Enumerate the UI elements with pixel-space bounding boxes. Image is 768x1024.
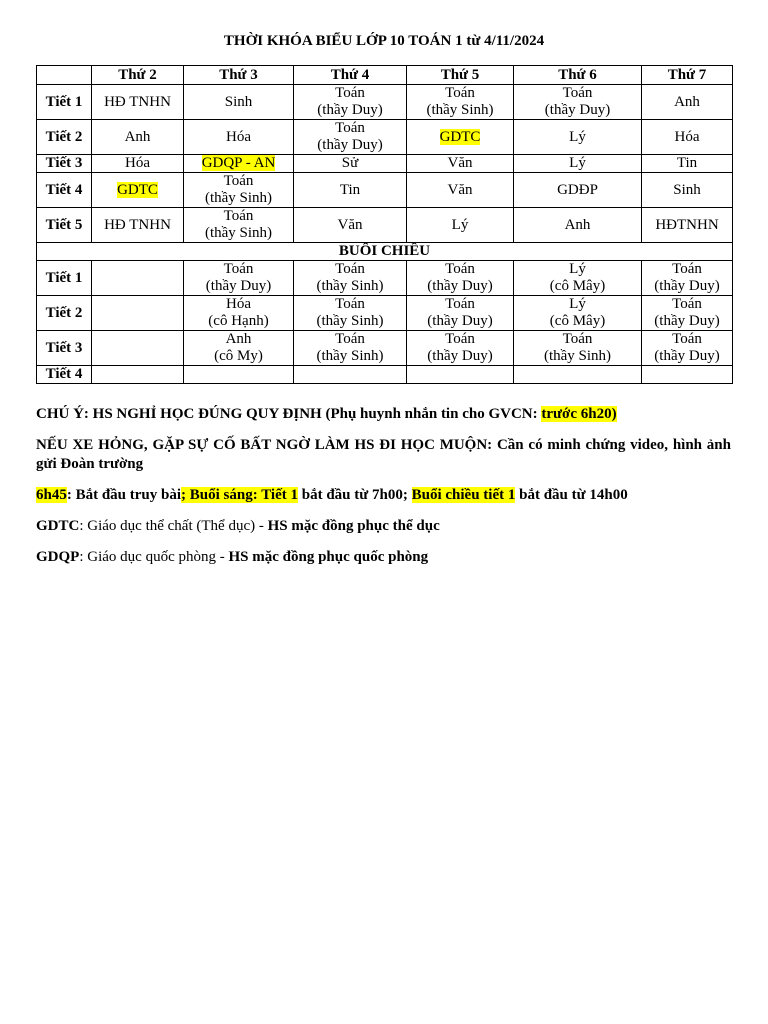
schedule-cell	[184, 85, 294, 120]
teacher: (thầy Duy)	[205, 278, 272, 294]
teacher: (thầy Sinh)	[316, 348, 384, 364]
schedule-cell	[407, 366, 514, 384]
table-row	[37, 173, 733, 208]
schedule-cell	[294, 155, 407, 173]
subject: Toán	[672, 331, 702, 347]
schedule-cell	[407, 296, 514, 331]
table-row	[37, 85, 733, 120]
schedule-cell	[294, 120, 407, 155]
subject: Sinh	[224, 93, 253, 110]
schedule-cell	[407, 120, 514, 155]
schedule-cell	[514, 208, 642, 243]
schedule-cell	[514, 173, 642, 208]
schedule-cell	[294, 331, 407, 366]
teacher: (thầy Duy)	[654, 348, 720, 364]
schedule-cell	[642, 331, 733, 366]
note-morning-start: ; Buổi sáng: Tiết 1	[181, 487, 298, 503]
teacher: (thầy Duy)	[317, 102, 383, 118]
schedule-cell	[92, 155, 184, 173]
afternoon-label: BUỔI CHIỀU	[37, 243, 733, 261]
period-label: Tiết 2	[37, 120, 92, 155]
teacher: (thầy Sinh)	[204, 190, 273, 206]
note-afternoon-start: Buổi chiều tiết 1	[411, 487, 516, 503]
schedule-cell	[92, 331, 184, 366]
teacher: (thầy Sinh)	[543, 348, 612, 364]
subject: Toán	[562, 85, 593, 101]
period-label: Tiết 3	[37, 331, 92, 366]
period-label: Tiết 1	[37, 85, 92, 120]
schedule-cell	[92, 120, 184, 155]
schedule-cell	[294, 296, 407, 331]
note-uniform: HS mặc đồng phục quốc phòng	[228, 549, 429, 565]
subject: Toán	[562, 331, 593, 347]
timetable	[36, 65, 733, 384]
schedule-cell	[514, 155, 642, 173]
subject: Hóa	[226, 128, 251, 145]
table-row	[37, 296, 733, 331]
subject: GDQP - AN	[201, 155, 276, 171]
subject: Anh	[564, 216, 591, 233]
subject: Hóa	[226, 296, 251, 312]
note-gdtc	[36, 517, 731, 536]
subject: Tin	[676, 155, 698, 171]
page-title: THỜI KHÓA BIỂU LỚP 10 TOÁN 1 từ 4/11/2024	[223, 33, 545, 49]
schedule-cell	[514, 85, 642, 120]
schedule-cell	[642, 208, 733, 243]
notes	[36, 405, 731, 579]
schedule-cell	[184, 296, 294, 331]
schedule-cell	[514, 366, 642, 384]
subject: Toán	[335, 85, 365, 101]
schedule-cell	[294, 85, 407, 120]
note-abbrev: GDTC	[36, 518, 80, 534]
subject: Sinh	[673, 181, 701, 198]
schedule-cell	[184, 366, 294, 384]
subject: Lý	[569, 296, 586, 312]
note-absence-deadline: trước 6h20)	[541, 406, 617, 422]
schedule-cell	[184, 261, 294, 296]
period-label: Tiết 5	[37, 208, 92, 243]
subject: Văn	[447, 181, 473, 198]
subject: HĐ TNHN	[104, 216, 171, 233]
subject: Toán	[335, 120, 365, 136]
teacher: (thầy Sinh)	[426, 102, 494, 118]
schedule-cell	[642, 173, 733, 208]
schedule-cell	[92, 366, 184, 384]
schedule-cell	[92, 296, 184, 331]
day-header: Thứ 3	[184, 66, 294, 85]
schedule-cell	[294, 173, 407, 208]
teacher: (thầy Duy)	[317, 137, 383, 153]
schedule-cell	[514, 331, 642, 366]
subject: Anh	[124, 128, 151, 145]
note-schedule	[36, 486, 731, 505]
table-row	[37, 261, 733, 296]
day-header: Thứ 5	[407, 66, 514, 85]
note-text: bắt đầu từ 7h00;	[298, 487, 412, 503]
note-uniform: HS mặc đồng phục thể dục	[267, 518, 440, 534]
subject: HĐ TNHN	[104, 93, 171, 110]
teacher: (cô Mây)	[549, 313, 606, 329]
table-row	[37, 120, 733, 155]
subject: HĐTNHN	[655, 216, 719, 233]
subject: GDTC	[117, 181, 158, 198]
schedule-cell	[642, 120, 733, 155]
schedule-cell	[514, 261, 642, 296]
period-label: Tiết 4	[37, 366, 92, 384]
schedule-cell	[184, 120, 294, 155]
teacher: (thầy Duy)	[654, 313, 720, 329]
table-row	[37, 208, 733, 243]
teacher: (thầy Duy)	[427, 278, 493, 294]
period-label: Tiết 1	[37, 261, 92, 296]
schedule-cell	[92, 208, 184, 243]
note-gdqp	[36, 548, 731, 567]
teacher: (thầy Sinh)	[204, 225, 273, 241]
day-header: Thứ 6	[514, 66, 642, 85]
schedule-cell	[407, 331, 514, 366]
schedule-cell	[642, 155, 733, 173]
note-absence-text: CHÚ Ý: HS NGHỈ HỌC ĐÚNG QUY ĐỊNH (Phụ huynh nhắn tin cho GVCN:	[36, 406, 542, 422]
subject: Toán	[223, 173, 254, 189]
corner-cell	[37, 66, 92, 85]
schedule-cell	[642, 296, 733, 331]
subject: Sử	[341, 155, 359, 171]
period-label: Tiết 4	[37, 173, 92, 208]
schedule-cell	[92, 85, 184, 120]
schedule-cell	[92, 261, 184, 296]
subject: Lý	[569, 155, 586, 171]
subject: Toán	[445, 261, 475, 277]
subject: Toán	[445, 296, 475, 312]
note-text: : Giáo dục quốc phòng -	[79, 549, 229, 565]
schedule-cell	[184, 331, 294, 366]
note-late: NẾU XE HỎNG, GẶP SỰ CỐ BẤT NGỜ LÀM HS ĐI HỌC MUỘN: Cần có minh chứng video, hình ảnh gửi Đoàn trường	[36, 437, 731, 472]
subject: Lý	[451, 216, 469, 233]
schedule-cell	[642, 366, 733, 384]
header-row	[37, 66, 733, 85]
schedule-cell	[184, 155, 294, 173]
schedule-cell	[407, 208, 514, 243]
schedule-cell	[407, 85, 514, 120]
schedule-cell	[184, 208, 294, 243]
schedule-cell	[642, 261, 733, 296]
teacher: (cô My)	[214, 348, 263, 364]
subject: Tin	[339, 181, 361, 198]
day-header: Thứ 2	[92, 66, 184, 85]
subject: Toán	[223, 261, 254, 277]
table-row	[37, 155, 733, 173]
note-absence	[36, 405, 731, 424]
teacher: (thầy Duy)	[427, 313, 493, 329]
table-row	[37, 366, 733, 384]
subject: Toán	[672, 261, 702, 277]
table-row	[37, 331, 733, 366]
teacher: (thầy Duy)	[427, 348, 493, 364]
subject: Toán	[223, 208, 254, 224]
schedule-cell	[294, 366, 407, 384]
subject: Hóa	[125, 155, 150, 171]
subject: Toán	[335, 331, 365, 347]
subject: Lý	[569, 128, 586, 145]
schedule-cell	[184, 173, 294, 208]
note-text: bắt đầu từ 14h00	[515, 487, 628, 503]
note-text: : Bắt đầu truy bài	[66, 487, 182, 503]
schedule-cell	[407, 173, 514, 208]
subject: Anh	[225, 331, 252, 347]
note-abbrev: GDQP	[36, 549, 80, 565]
subject: Văn	[337, 216, 363, 233]
subject: Hóa	[674, 128, 700, 145]
subject: Văn	[447, 155, 473, 171]
day-header: Thứ 4	[294, 66, 407, 85]
schedule-cell	[92, 173, 184, 208]
period-label: Tiết 2	[37, 296, 92, 331]
subject: Toán	[445, 85, 475, 101]
schedule-cell	[514, 120, 642, 155]
teacher: (thầy Duy)	[654, 278, 720, 294]
teacher: (cô Hạnh)	[208, 313, 269, 329]
subject: Anh	[674, 93, 700, 110]
subject: GDTC	[439, 128, 481, 145]
subject: Toán	[335, 296, 365, 312]
schedule-cell	[294, 208, 407, 243]
schedule-cell	[294, 261, 407, 296]
teacher: (thầy Duy)	[544, 102, 611, 118]
teacher: (cô Mây)	[549, 278, 606, 294]
schedule-cell	[407, 155, 514, 173]
teacher: (thầy Sinh)	[316, 278, 384, 294]
period-label: Tiết 3	[37, 155, 92, 173]
subject: Toán	[672, 296, 702, 312]
note-text: : Giáo dục thể chất (Thể dục) -	[79, 518, 268, 534]
schedule-cell	[514, 296, 642, 331]
note-time-start: 6h45	[36, 487, 67, 503]
section-row	[37, 243, 733, 261]
subject: Toán	[335, 261, 365, 277]
subject: GDĐP	[557, 181, 598, 198]
teacher: (thầy Sinh)	[316, 313, 384, 329]
subject: Toán	[445, 331, 475, 347]
day-header: Thứ 7	[642, 66, 733, 85]
schedule-cell	[407, 261, 514, 296]
schedule-cell	[642, 85, 733, 120]
subject: Lý	[569, 261, 586, 277]
